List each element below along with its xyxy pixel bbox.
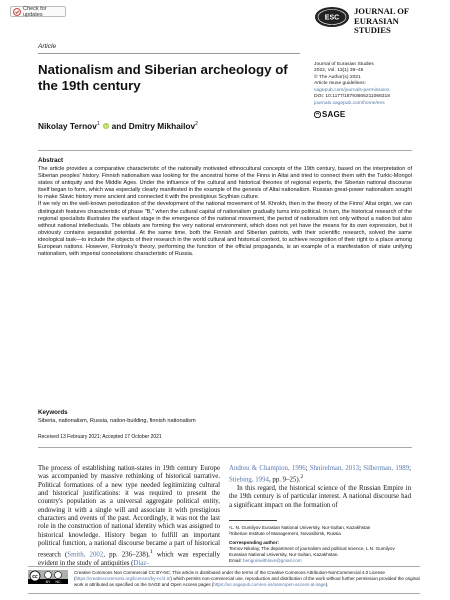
publisher-logo xyxy=(314,110,424,119)
footnote-marker[interactable]: 1 xyxy=(149,549,153,556)
doi-text: DOI: 10.1177/18793665211066318 xyxy=(314,94,390,100)
body-column-right xyxy=(229,465,411,510)
permissions-link[interactable]: sagepub.com/journals-permissions xyxy=(314,87,390,93)
publisher-name: SAGE xyxy=(322,110,346,120)
journal-name-line2: EURASIAN STUDIES xyxy=(354,15,399,36)
svg-text:BY: BY xyxy=(45,580,51,584)
journal-info-block xyxy=(314,6,424,119)
citation-link[interactable]: Shnirelman, 2013 xyxy=(309,465,360,472)
abstract-top-divider xyxy=(38,150,412,151)
citation-link[interactable]: Stiebing, 1994 xyxy=(229,476,269,484)
sage-swirl-icon xyxy=(314,111,321,118)
abstract-paragraph: If we rely on the well-known periodization of the development of the national movement of M. Khrokh, then in the theory of the Finns' Altai origin, we can distinguish features characteristic of phase "B," when the cultural capital of nationalism gradually turns into political. In turn, the historical research of the regional specialists illustrates the earliest stage in the emergence of the national movement, the period of nationalism not only without a nation but also without national intellectuals. The oblasts are forming the very national environment, which does not yet have the means for its own expression, but it obviously contains separatist potential. At the same time, both the Finnish and Siberian patriots, with their scientific research, solved the same ideological task—to include the objects of their research in the world cultural and historical context, to achieve recognition of their right to a place among European nations. However, Florinsky's theory, performing the function of the official propaganda, is an example of a manifestation of state unifying nationalism, with imperial connotations characteristic of Russia. xyxy=(38,201,412,258)
abstract-body xyxy=(38,166,412,258)
keywords-heading: Keywords xyxy=(38,409,68,416)
citation-link[interactable]: Silberman, 1989 xyxy=(363,465,410,472)
author-name[interactable]: and Dmitry Mikhailov$^2$ xyxy=(111,121,198,131)
journal-meta-line: 2022, Vol. 13(1) 36–45 xyxy=(314,68,364,74)
journal-home-link[interactable]: journals.sagepub.com/home/ens xyxy=(314,100,385,106)
journal-logo-icon xyxy=(314,6,350,28)
svg-text:NC: NC xyxy=(55,580,61,584)
journal-meta-line: Article reuse guidelines: xyxy=(314,81,366,87)
footnote-marker[interactable]: 2 xyxy=(300,474,304,481)
update-check-icon xyxy=(13,8,21,16)
received-accepted-dates: Received 13 February 2021; Accepted 17 October 2021 xyxy=(38,434,162,440)
abstract-paragraph: The article provides a comparative characteristic of the nationally motivated ethnocultural concepts of the 19th century, based on the interpretation of Siberian peoples' history. Finnish nationalism was looking for the ancestral home of the Finns in Altai and tried to connect them with the Turkic-Mongol states of antiquity and the Middle Ages. Under the influence of the cultural and historical theories of regional experts, the Siberian national discourse itself began to form, which was especially clearly manifested in the example of the genesis of Altai nationalism. Russian great-power nationalism sought to make Slavic history more ancient and connected it with the prestigious Scythian culture. xyxy=(38,166,412,201)
open-access-link[interactable]: https://us.sagepub.com/en-us/nam/open-access-at-sage xyxy=(213,581,326,587)
abstract-heading: Abstract xyxy=(38,157,64,164)
footnote-divider xyxy=(229,520,277,521)
author-email-link[interactable]: benguinwithlove@gmail.com xyxy=(243,558,302,563)
journal-logo-text: ESC xyxy=(324,14,340,22)
article-title: Nationalism and Siberian archeology of the 19th century xyxy=(38,62,288,93)
license-link[interactable]: https://creativecommons.org/licenses/by-nc/4.0/ xyxy=(75,575,171,581)
citation-link[interactable]: Díaz- xyxy=(133,560,149,568)
author-list xyxy=(38,121,198,131)
svg-text:cc: cc xyxy=(32,574,38,580)
footnotes-block xyxy=(229,525,411,564)
journal-meta xyxy=(314,62,424,108)
body-column-left xyxy=(38,465,220,568)
license-text: Creative Commons Non Commercial CC BY-NC: This article is distributed under the terms of the Creative Commons Attribution-NonCommercial 4.0 License (https://creativecommons.org/licenses/by-nc/4.0/) which permits non-commercial use, reproduction and distribution of the work without further permission provided the original work is attributed as specified on the SAGE and Open Access pages (https://us.sagepub.com/en-us/nam/open-access-at-sage). xyxy=(74,570,420,587)
journal-meta-line: Journal of Eurasian Studies xyxy=(314,61,374,67)
corresponding-author-email-row: Email: benguinwithlove@gmail.com xyxy=(229,558,302,563)
corresponding-author-heading: Corresponding author: xyxy=(229,540,280,545)
citation-link[interactable]: Andreu & Champion, 1996 xyxy=(229,465,306,472)
author-name[interactable]: Nikolay Ternov$^1$ xyxy=(38,121,100,131)
body-paragraph: The process of establishing nation-states in 19th century Europe was accompanied by massive rethinking of historical narrative. Political formations of a new type needed legitimizing cultural and historical justifications: it was required to present the country's population as a universal aggregate political entity, endowing it with a single will and associate it with prestigious characters and events of the past. Accordingly, it was not the last role in the construction of national identity which was assigned to historical knowledge. History began to fulfill an important political function, a national discourse became a part of historical research (Smith, 2002, pp. 236–238),$^1$ which was especially evident in the study of antiquities (Díaz- xyxy=(38,465,220,568)
orcid-icon[interactable] xyxy=(103,123,109,129)
corresponding-author-details: Ternov Nikolay, The department of journalism and political science, L.N. Gumilyov Eurasian National University, Nur-Sultan, Kazakhstan. xyxy=(229,546,395,557)
keywords-list: Siberia, nationalism, Russia, nation-building, finnish nationalism xyxy=(38,418,196,424)
check-for-updates-label: Check for updates xyxy=(23,5,47,18)
body-paragraph: Andreu & Champion, 1996; Shnirelman, 2013; Silberman, 1989; Stiebing, 1994, pp. 9–25).$^2$ xyxy=(229,465,411,484)
journal-meta-line: © The Author(s) 2021 xyxy=(314,74,361,80)
license-box xyxy=(28,566,420,594)
header-divider xyxy=(38,53,300,54)
journal-name-line1: JOURNAL OF xyxy=(354,6,410,16)
check-for-updates-button[interactable] xyxy=(10,6,66,17)
citation-link[interactable]: Smith, 2002 xyxy=(67,551,104,559)
journal-name[interactable] xyxy=(354,7,424,36)
creative-commons-badge-icon xyxy=(28,570,68,584)
article-type-label: Article xyxy=(38,43,57,50)
body-paragraph: In this regard, the historical science of the Russian Empire in the 19th century is of particular interest. A national discourse had a significant impact on the formation of xyxy=(229,484,411,509)
affiliation-2: ²Siberian Institute of Management, Novosibirsk, Russia xyxy=(229,531,341,536)
body-top-divider xyxy=(38,447,412,448)
affiliation-1: ¹L. N. Gumilyov Eurasian National University, Nur-Sultan, Kazakhstan xyxy=(229,525,371,530)
